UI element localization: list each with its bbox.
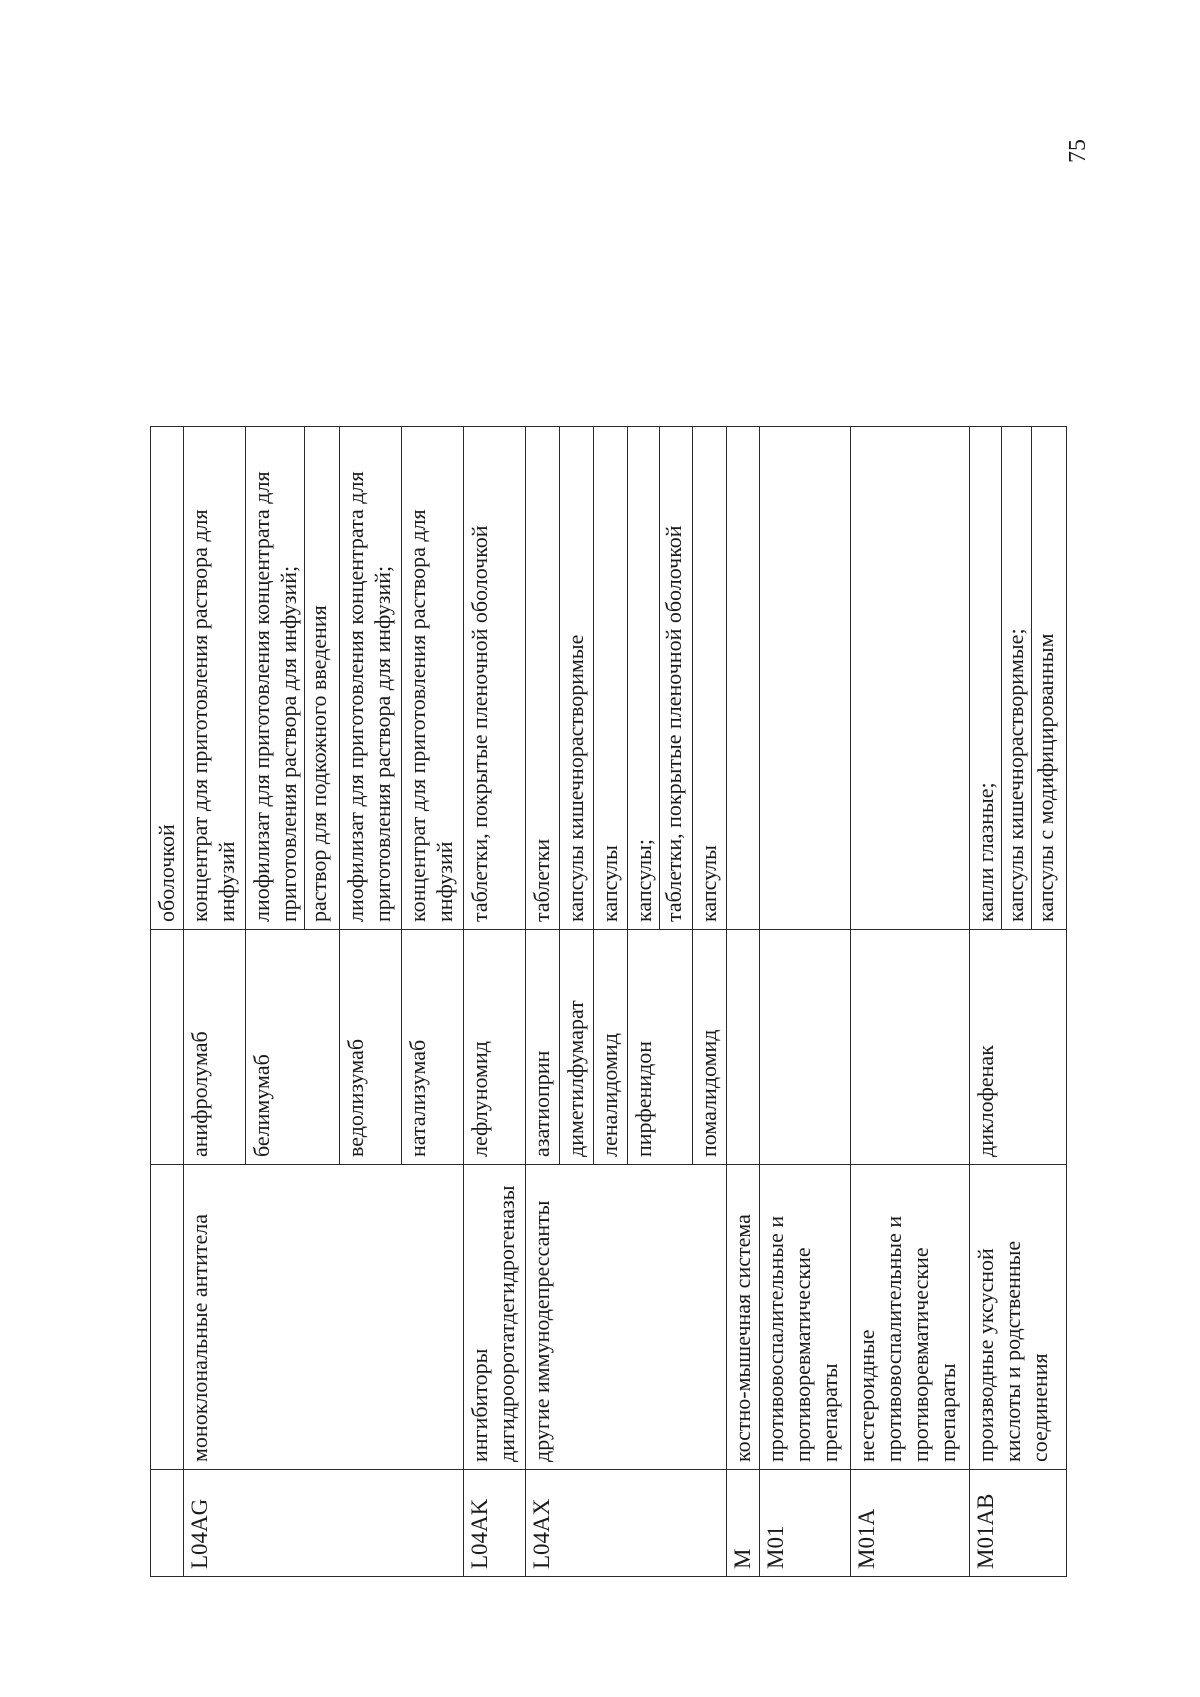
group-cell: костно-мышечная система (726, 1165, 760, 1470)
group-cell: моноклональные антитела (184, 1165, 464, 1470)
table-row (151, 427, 184, 1577)
code-cell: M01A (850, 1470, 969, 1577)
drug-cell (760, 930, 851, 1165)
forms-cell: лиофилизат для приготовления концентрата для приготовления раствора для инфузий; раствор для подкожного введения (246, 427, 340, 930)
drug-cell: белимумаб (246, 930, 340, 1165)
drug-cell: леналидомид (593, 930, 627, 1165)
forms-cell: оболочкой (151, 427, 184, 930)
drug-cell (151, 930, 184, 1165)
forms-cell: концентрат для приготовления раствора для инфузий (184, 427, 246, 930)
forms-cell: капсулы кишечнорастворимые (560, 427, 594, 930)
forms-cell (850, 427, 969, 930)
page-number: 75 (1065, 139, 1091, 163)
forms-cell: таблетки, покрытые пленочной оболочкой (464, 427, 526, 930)
table-row (464, 427, 526, 1577)
table-row (526, 427, 560, 1577)
drug-cell: помалидомид (692, 930, 726, 1165)
forms-cell: таблетки (526, 427, 560, 930)
table-row (184, 427, 246, 1577)
table-row (760, 427, 851, 1577)
forms-cell: капсулы (692, 427, 726, 930)
drug-cell: диклофенак (969, 930, 1066, 1165)
drug-cell: пирфенидон (627, 930, 692, 1165)
drug-cell: диметилфумарат (560, 930, 594, 1165)
group-cell: нестероидные противовоспалительные и противоревматические препараты (850, 1165, 969, 1470)
table-row (850, 427, 969, 1577)
drug-cell (850, 930, 969, 1165)
code-cell: M01 (760, 1470, 851, 1577)
forms-cell: капли глазные; капсулы кишечнорастворимые; капсулы с модифицированным (969, 427, 1066, 930)
forms-cell: лиофилизат для приготовления концентрата для приготовления раствора для инфузий; (339, 427, 401, 930)
drug-cell (726, 930, 760, 1165)
forms-cell: капсулы; таблетки, покрытые пленочной оболочкой (627, 427, 692, 930)
code-cell: M (726, 1470, 760, 1577)
group-cell (151, 1165, 184, 1470)
table-row (969, 427, 1066, 1577)
drug-cell: натализумаб (402, 930, 464, 1165)
code-cell (151, 1470, 184, 1577)
forms-cell (726, 427, 760, 930)
code-cell: L04AG (184, 1470, 464, 1577)
code-cell: M01AB (969, 1470, 1066, 1577)
drug-cell: лефлуномид (464, 930, 526, 1165)
group-cell: ингибиторы дигидрооротатдегидрогеназы (464, 1165, 526, 1470)
group-cell: производные уксусной кислоты и родственные соединения (969, 1165, 1066, 1470)
rotated-table-wrapper (150, 427, 1067, 1577)
forms-cell (760, 427, 851, 930)
drug-table (150, 426, 1067, 1577)
forms-cell: капсулы (593, 427, 627, 930)
table-row (726, 427, 760, 1577)
code-cell: L04AX (526, 1470, 726, 1577)
code-cell: L04AK (464, 1470, 526, 1577)
drug-cell: ведолизумаб (339, 930, 401, 1165)
drug-cell: анифролумаб (184, 930, 246, 1165)
group-cell: другие иммунодепрессанты (526, 1165, 726, 1470)
forms-cell: концентрат для приготовления раствора для инфузий (402, 427, 464, 930)
drug-cell: азатиоприн (526, 930, 560, 1165)
group-cell: противовоспалительные и противоревматические препараты (760, 1165, 851, 1470)
